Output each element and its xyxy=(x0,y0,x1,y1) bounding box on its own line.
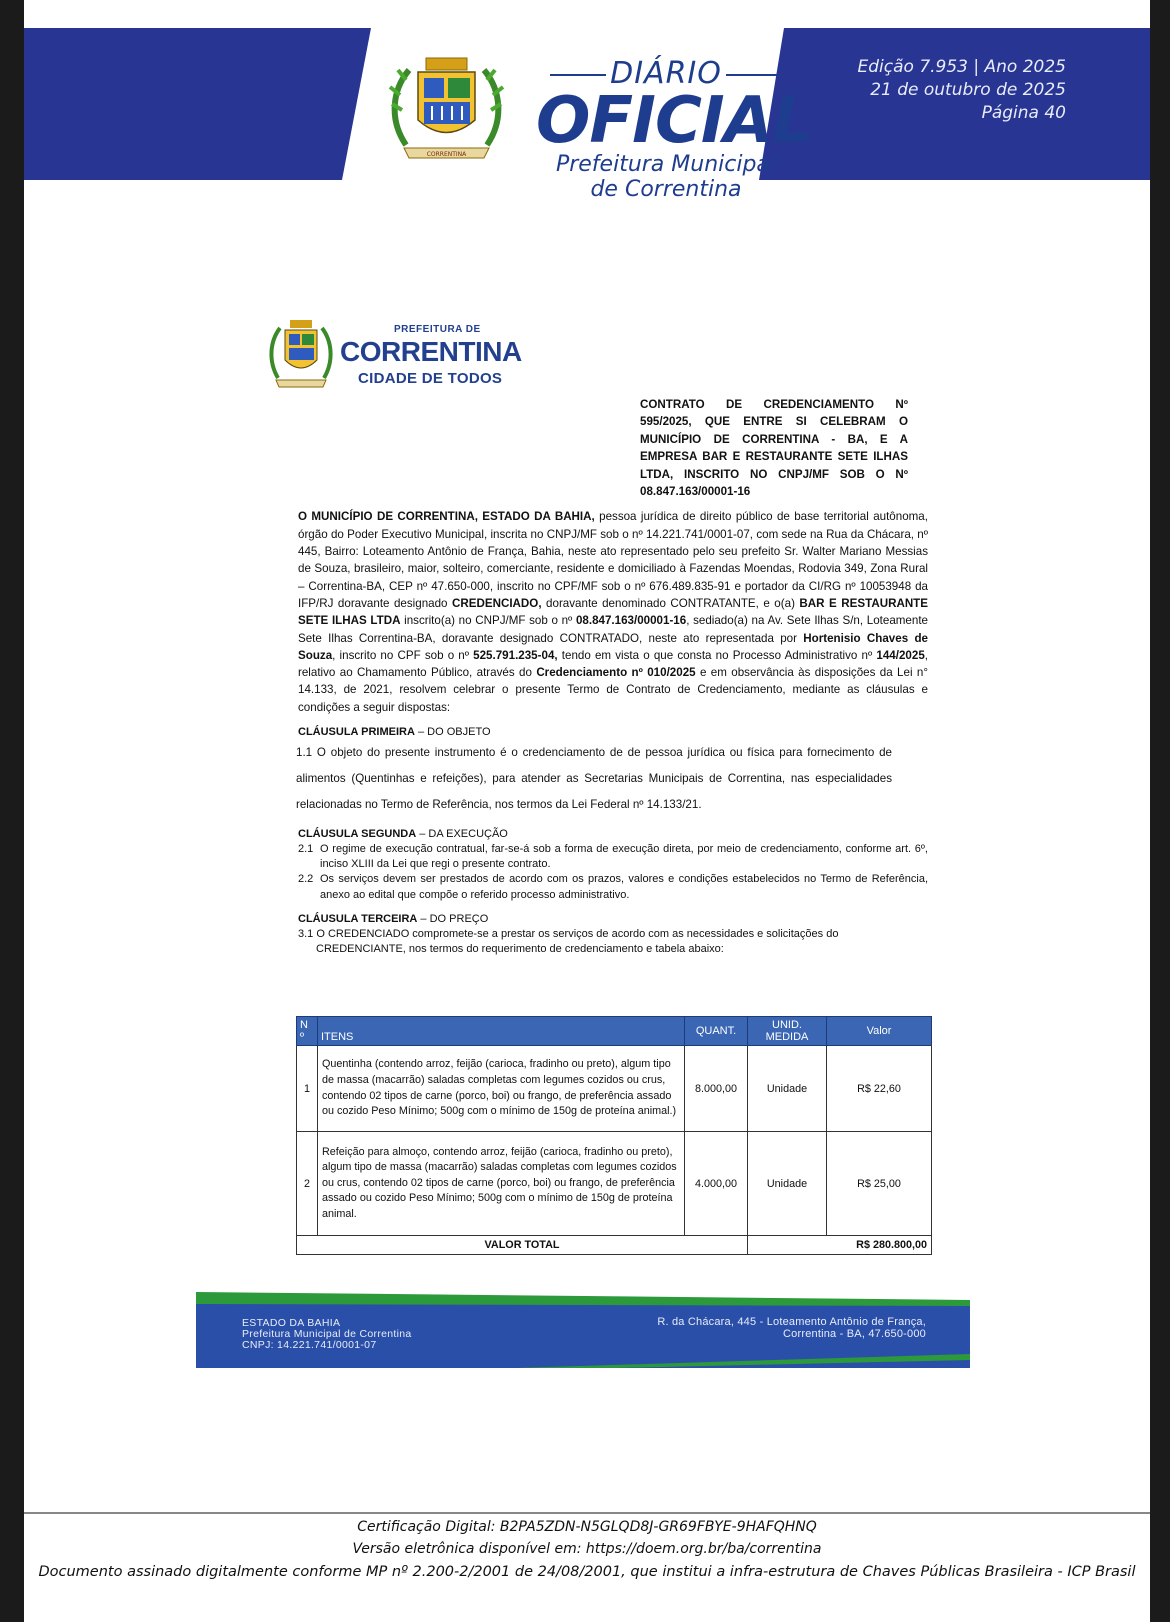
clause-item-number: 2.2 xyxy=(298,873,314,886)
prefeitura-line: Prefeitura Municipal xyxy=(555,152,777,177)
diario-word: DIÁRIO xyxy=(610,56,722,91)
row-n: 2 xyxy=(297,1132,318,1236)
contract-title: CONTRATO DE CREDENCIAMENTO Nº 595/2025, QUE ENTRE SI CELEBRAM O MUNICÍPIO DE CORRENTINA - BA, E A EMPRESA BAR E RESTAURANTE SETE ILHAS LTDA, INSCRITO NO CNPJ/MF SOB O Nº 08.847.163/00001-16 xyxy=(640,398,908,499)
intro-text-7: , relativo ao Chamamento Público, através do xyxy=(298,648,928,680)
logo-prefeitura-de: PREFEITURA DE xyxy=(394,324,481,335)
cert-url: Versão eletrônica disponível em: https://doem.org.br/ba/correntina xyxy=(352,1541,822,1557)
row-item: Quentinha (contendo arroz, feijão (carioca, fradinho ou preto), algum tipo de massa (macarrão) saladas completas com legumes cozidos ou crus, contendo 02 tipos de carne (porco, boi) ou frango, de preferência assado ou cozido Peso Mínimo; 500g com o mínimo de 150g de proteína animal.) xyxy=(318,1046,685,1132)
correntina-logo xyxy=(266,316,526,394)
table-header-row xyxy=(297,1017,932,1046)
intro-text-1: pessoa jurídica de direito público de base territorial autônoma, órgão do Poder Executivo Municipal, inscrita no CNPJ/MF sob o nº 14.221.741/0001-07, com sede na Rua da Chácara, nº 445, Bairro: Loteamento Antônio de França, Bahia, neste ato representado pelo seu prefeito Sr. Walter Mariano Messias de Souza, brasileiro, maior, solteiro, comerciante, residente e domiciliado à Fazendas Moendas, Rodovia 349, Zona Rural – Correntina-BA, CEP nº 47.650-000, inscrito no CPF/MF sob o nº 676.489.835-91 e portador da CI/RG nº 10053948 da IFP/RJ doravante designado xyxy=(298,510,928,610)
intro-bold-8: Credenciamento nº 010/2025 xyxy=(536,666,696,680)
cert-code: Certificação Digital: B2PA5ZDN-N5GLQD8J-GR69FBYE-9HAFQHNQ xyxy=(357,1519,817,1535)
items-table xyxy=(296,1016,932,1255)
intro-text-4: , sediado(a) na Av. Sete Ilhas S/n, Loteamente Sete Ilhas Correntina-BA, doravante designado CONTRATADO, neste ato representada por xyxy=(298,614,928,645)
col-valor: Valor xyxy=(827,1017,932,1046)
page-number: Página 40 xyxy=(981,103,1066,123)
clause-3-line-2: CREDENCIANTE, nos termos do requerimento de credenciamento e tabela abaixo: xyxy=(316,943,724,956)
clause-item-text: Os serviços devem ser prestados de acordo com os prazos, valores e condições estabelecidos no Termo de Referência, anexo ao edital que compõe o referido processo administrativo. xyxy=(320,873,928,901)
correntina-crest-icon xyxy=(384,50,509,168)
intro-text-6: tendo em vista o que consta no Processo Administrativo nº xyxy=(557,648,877,662)
row-valor: R$ 22,60 xyxy=(827,1046,932,1132)
intro-bold-3: BAR E RESTAURANTE SETE ILHAS LTDA xyxy=(298,596,929,628)
footer-address-1: R. da Chácara, 445 - Loteamento Antônio de França, xyxy=(657,1316,926,1328)
intro-text-2: doravante denominado CONTRATANTE, e o(a) xyxy=(541,596,800,610)
clause-1-subtitle: – DO OBJETO xyxy=(414,726,491,738)
footer-left xyxy=(242,1318,412,1351)
table-total-row xyxy=(297,1236,932,1255)
small-crest-icon xyxy=(266,316,336,392)
table-row xyxy=(297,1046,932,1132)
cert-notice: Documento assinado digitalmente conforme MP nº 2.200-2/2001 de 24/08/2001, que institui a infra-estrutura de Chaves Públicas Brasileira - ICP Brasil xyxy=(38,1564,1136,1580)
correntina-line: de Correntina xyxy=(590,177,742,202)
row-item: Refeição para almoço, contendo arroz, feijão (carioca, fradinho ou preto), algum tipo de massa (macarrão) saladas completas com legumes cozidos ou crus, contendo 02 tipos de carne (porco, boi) ou frango, de preferência assado ou cozido Peso Mínimo; 500g com o mínimo de 150g de proteína animal. xyxy=(318,1132,685,1236)
col-itens: ITENS xyxy=(318,1017,685,1046)
certification-divider xyxy=(24,1512,1150,1514)
row-quant: 4.000,00 xyxy=(685,1132,748,1236)
clause-1-title: CLÁUSULA PRIMEIRA xyxy=(298,726,415,738)
clause-2-subtitle: – DA EXECUÇÃO xyxy=(416,828,508,840)
intro-bold-7: 144/2025 xyxy=(876,648,925,662)
row-valor: R$ 25,00 xyxy=(827,1132,932,1236)
footer-prefeitura: Prefeitura Municipal de Correntina xyxy=(242,1328,412,1340)
total-value: R$ 280.800,00 xyxy=(748,1236,932,1255)
intro-bold-2: CREDENCIADO, xyxy=(452,596,542,610)
diario-oficial-title xyxy=(536,56,813,202)
diario-page xyxy=(24,0,1150,1622)
clause-2-heading xyxy=(298,827,928,842)
clause-2-item xyxy=(298,872,928,902)
clause-3-text xyxy=(298,927,928,957)
clause-3-heading xyxy=(298,912,928,927)
row-unid: Unidade xyxy=(748,1046,827,1132)
footer-right xyxy=(657,1316,926,1340)
row-unid: Unidade xyxy=(748,1132,827,1236)
oficial-word: OFICIAL xyxy=(536,84,813,158)
clause-item-text: O regime de execução contratual, far-se-á sob a forma de execução direta, por meio de credenciamento, conforme art. 6º, inciso XLIII da Lei que regi o presente contrato. xyxy=(320,843,928,871)
intro-bold-4: 08.847.163/00001-16 xyxy=(575,614,687,628)
footer-state: ESTADO DA BAHIA xyxy=(242,1317,341,1329)
row-n: 1 xyxy=(297,1046,318,1132)
logo-cidade-de-todos: CIDADE DE TODOS xyxy=(358,370,503,387)
intro-bold-6: 525.791.235-04, xyxy=(473,648,558,662)
footer-band xyxy=(196,1292,970,1368)
table-row xyxy=(297,1132,932,1236)
intro-text-5: , inscrito no CPF sob o nº xyxy=(332,648,474,662)
clause-1-heading xyxy=(298,725,928,740)
clause-3-line-1: 3.1 O CREDENCIADO compromete-se a prestar os serviços de acordo com as necessidades e solicitações do xyxy=(298,927,839,940)
logo-correntina: CORRENTINA xyxy=(340,336,522,367)
row-quant: 8.000,00 xyxy=(685,1046,748,1132)
crest-label: CORRENTINA xyxy=(426,151,467,158)
contract-body xyxy=(298,396,928,957)
clause-2-item xyxy=(298,842,928,872)
clause-3-subtitle: – DO PREÇO xyxy=(417,912,489,925)
col-quant: QUANT. xyxy=(685,1017,748,1046)
edition-date: 21 de outubro de 2025 xyxy=(870,80,1066,100)
clause-2-title: CLÁUSULA SEGUNDA xyxy=(298,828,417,840)
clause-3-title: CLÁUSULA TERCEIRA xyxy=(298,912,418,925)
edition-number: Edição 7.953 | Ano 2025 xyxy=(857,57,1066,77)
title-rule-left xyxy=(550,74,606,76)
intro-text-8: e em observância às disposições da Lei n° 14.133, de 2021, resolvem celebrar o presente Termo de Contrato de Credenciamento, mediante as cláusulas e condições a seguir dispostas: xyxy=(298,666,928,714)
edition-info xyxy=(858,56,1067,125)
header-banner xyxy=(24,28,1150,202)
clause-1-text: 1.1 O objeto do presente instrumento é o credenciamento de de pessoa jurídica ou física para fornecimento de alimentos (Quentinhas e refeições), para atender as Secretarias Municipais de Correntina, nas especialidades relacionadas no Termo de Referência, nos termos da Lei Federal nº 14.133/21. xyxy=(296,746,892,811)
total-label: VALOR TOTAL xyxy=(297,1236,748,1255)
col-n: N º xyxy=(297,1017,318,1046)
intro-text-3: inscrito(a) no CNPJ/MF sob o nº xyxy=(400,614,576,628)
intro-bold-1: O MUNICÍPIO DE CORRENTINA, ESTADO DA BAHIA, xyxy=(298,510,595,524)
contract-intro xyxy=(298,508,928,716)
col-unid: UNID. MEDIDA xyxy=(748,1017,827,1046)
footer-cnpj: CNPJ: 14.221.741/0001-07 xyxy=(242,1339,377,1351)
intro-bold-5: Hortenisio Chaves de Souza xyxy=(298,631,928,662)
clause-item-number: 2.1 xyxy=(298,843,314,855)
certification-block xyxy=(24,1516,1150,1584)
title-rule-right xyxy=(726,74,782,76)
footer-address-2: Correntina - BA, 47.650-000 xyxy=(783,1328,926,1340)
